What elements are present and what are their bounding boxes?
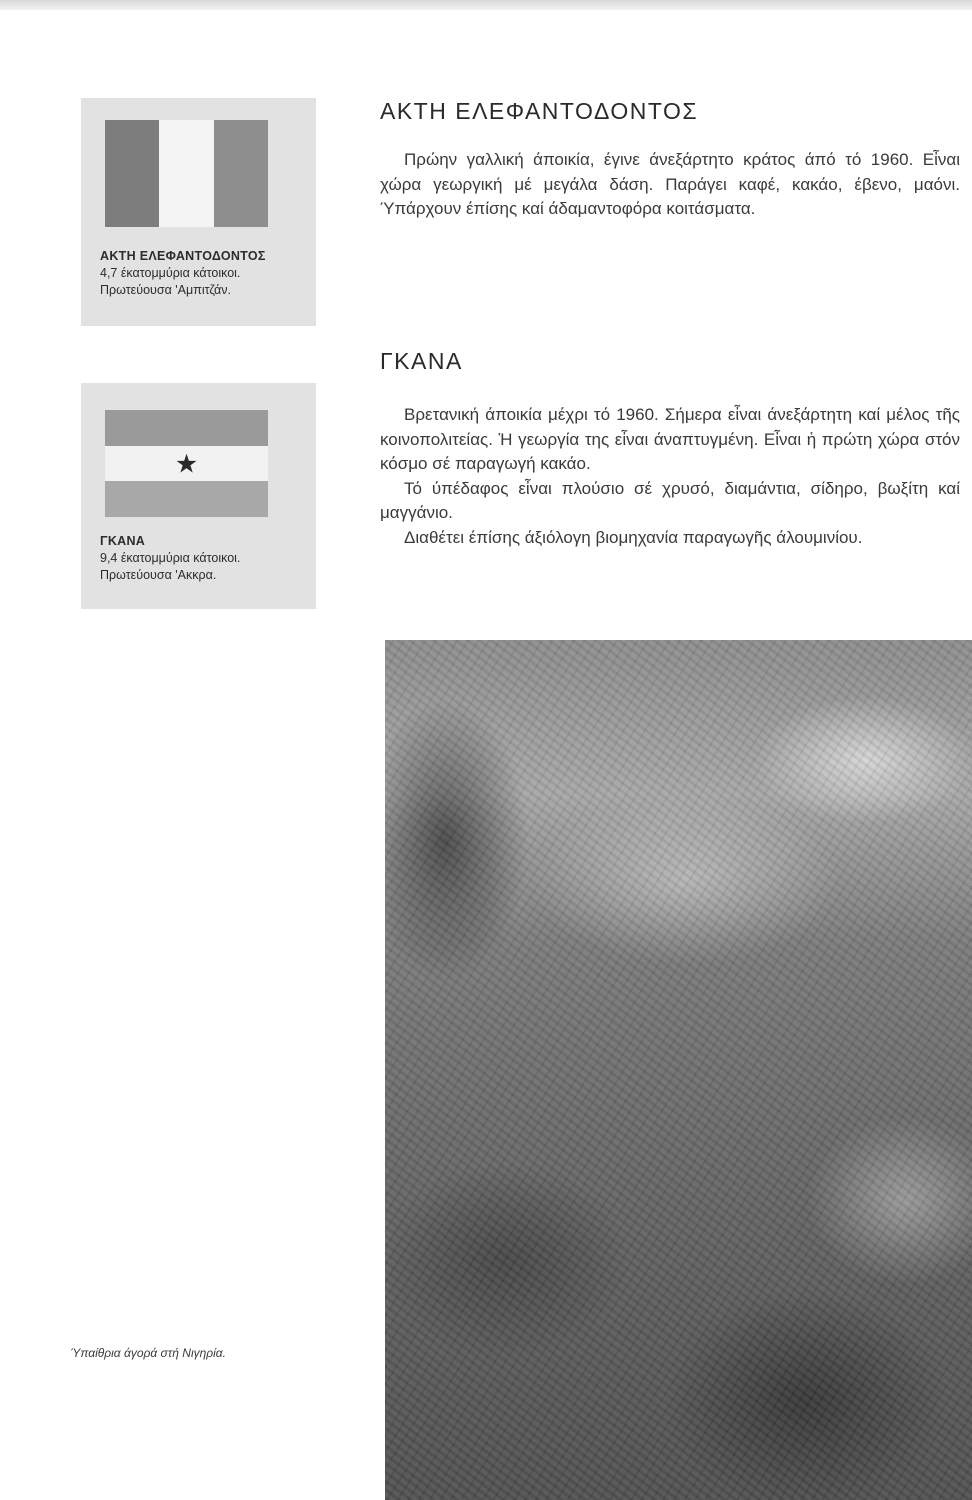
- ivory-coast-heading: ΑΚΤΗ ΕΛΕΦΑΝΤΟΔΟΝΤΟΣ: [380, 98, 699, 124]
- flag-band-middle: [105, 446, 268, 482]
- flag-band-left: [105, 120, 159, 227]
- ghana-flag: [105, 410, 268, 517]
- ivory-coast-flag: [105, 120, 268, 227]
- page-top-edge: [0, 0, 972, 10]
- capital-text: Πρωτεύουσα 'Αμπιτζάν.: [100, 283, 231, 297]
- paragraph: Πρώην γαλλική άποικία, έγινε άνεξάρτητο κράτος άπό τό 1960. Εἶναι χώρα γεωργική μέ μεγάλα δάση. Παράγει καφέ, κακάο, έβενο, μαόνι. Ύπάρχουν έπίσης καί άδαμαντοφόρα κοιτάσματα.: [380, 150, 960, 218]
- capital-text: Πρωτεύουσα 'Ακκρα.: [100, 568, 217, 582]
- paragraph: Διαθέτει έπίσης άξιόλογη βιομηχανία παραγωγῆς άλουμινίου.: [404, 527, 863, 547]
- ivory-coast-caption: [100, 248, 266, 299]
- flag-band-right: [214, 120, 268, 227]
- star-icon: ★: [174, 447, 199, 478]
- flag-band-bottom: [105, 481, 268, 517]
- flag-band-top: [105, 410, 268, 446]
- paragraph: Βρετανική άποικία μέχρι τό 1960. Σήμερα εἶναι άνεξάρτητη καί μέλος τῆς κοινοπολιτείας. Ἡ γεωργία της εἶναι άναπτυγμένη. Εἶναι ἡ πρώτη χώρα στόν κόσμο σέ παραγωγή κακάο.: [380, 405, 960, 473]
- photo-caption: Ύπαίθρια άγορά στή Νιγηρία.: [70, 1346, 226, 1360]
- population-text: 9,4 έκατομμύρια κάτοικοι.: [100, 551, 241, 565]
- flag-band-center: [159, 120, 213, 227]
- market-photo: [385, 640, 972, 1500]
- ghana-heading: ΓΚΑΝΑ: [380, 348, 463, 374]
- country-name: ΓΚΑΝΑ: [100, 534, 146, 548]
- population-text: 4,7 έκατομμύρια κάτοικοι.: [100, 266, 241, 280]
- ghana-description: [380, 403, 960, 550]
- ghana-info-card: [81, 383, 316, 609]
- ghana-caption: [100, 533, 240, 584]
- ivory-coast-description: [380, 148, 960, 222]
- paragraph: Τό ύπέδαφος εἶναι πλούσιο σέ χρυσό, διαμάντια, σίδηρο, βωξίτη καί μαγγάνιο.: [380, 478, 960, 522]
- ivory-coast-info-card: [81, 98, 316, 326]
- country-name: ΑΚΤΗ ΕΛΕΦΑΝΤΟΔΟΝΤΟΣ: [100, 249, 266, 263]
